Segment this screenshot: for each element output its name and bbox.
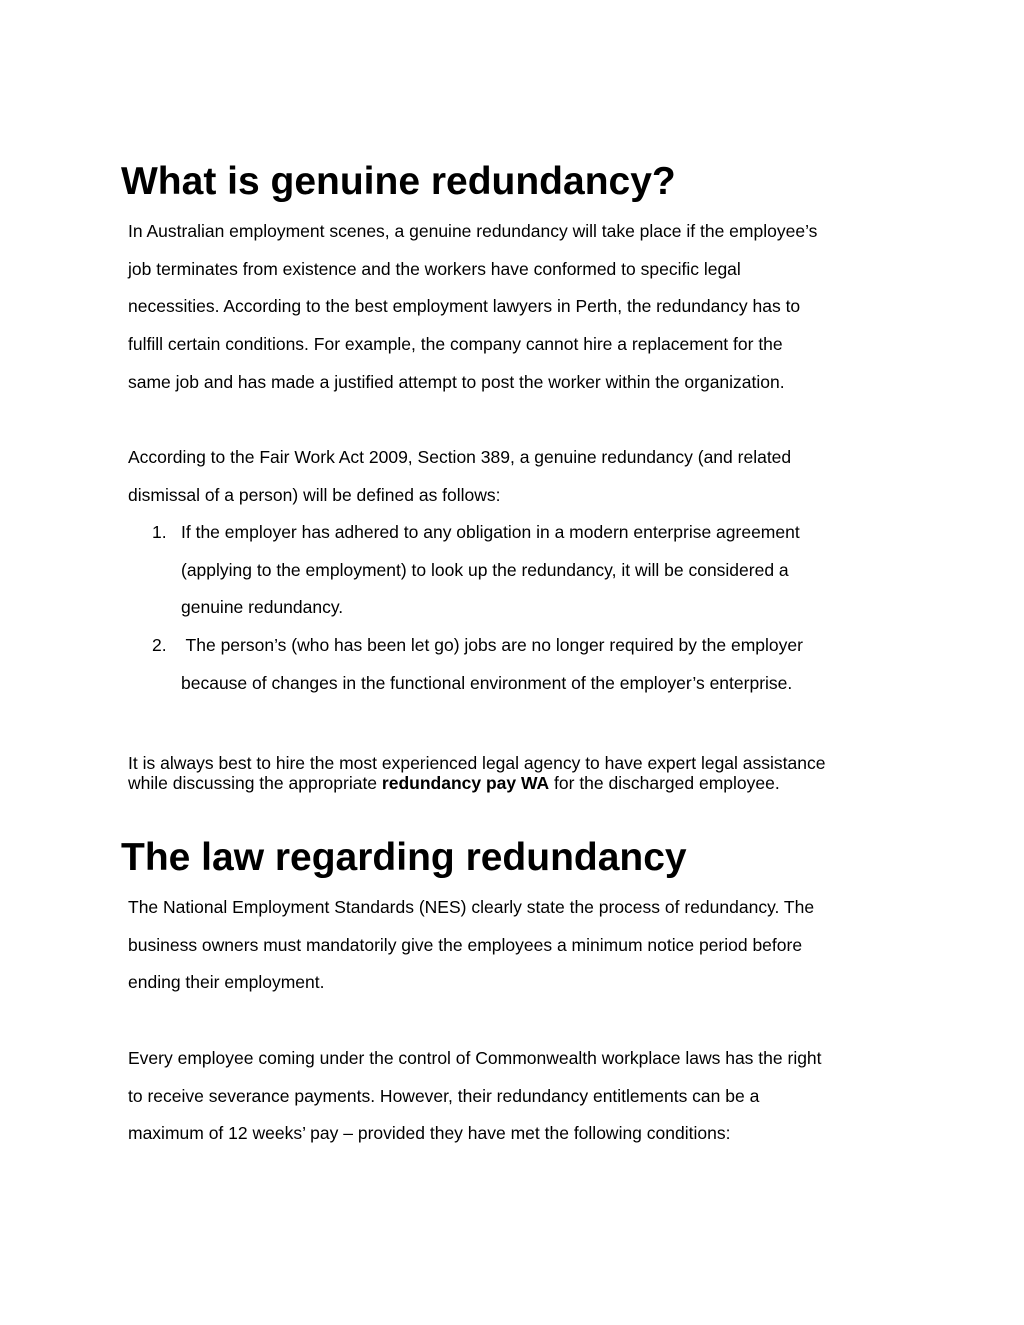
- list-item: [128, 514, 908, 627]
- section-heading-genuine-redundancy: What is genuine redundancy?: [121, 160, 676, 203]
- text-line: If the employer has adhered to any obligation in a modern enterprise agreement: [181, 522, 800, 542]
- text-line: It is always best to hire the most experienced legal agency to have expert legal assistance: [128, 753, 826, 773]
- text-line: Every employee coming under the control of Commonwealth workplace laws has the right: [128, 1048, 822, 1068]
- text-line: According to the Fair Work Act 2009, Section 389, a genuine redundancy (and related: [128, 447, 792, 467]
- bold-keyword: redundancy pay WA: [381, 773, 550, 793]
- list-number: 2.: [152, 635, 167, 656]
- text-line: The National Employment Standards (NES) clearly state the process of redundancy. The: [128, 897, 815, 917]
- paragraph-severance: [128, 1040, 908, 1153]
- text-line: fulfill certain conditions. For example, the company cannot hire a replacement for the: [128, 334, 783, 355]
- text-line: business owners must mandatorily give the employees a minimum notice period before: [128, 934, 803, 955]
- text-run: for the discharged employee.: [549, 773, 780, 793]
- text-line: The person’s (who has been let go) jobs are no longer required by the employer: [181, 635, 803, 656]
- text-line: [128, 773, 908, 793]
- text-line: job terminates from existence and the workers have conformed to specific legal: [128, 258, 741, 279]
- text-line: maximum of 12 weeks’ pay – provided they have met the following conditions:: [128, 1123, 731, 1144]
- text-line: In Australian employment scenes, a genuine redundancy will take place if the employee’s: [128, 221, 818, 241]
- text-line: necessities. According to the best employment lawyers in Perth, the redundancy has to: [128, 296, 801, 317]
- paragraph-genuine-redundancy-intro: [128, 213, 908, 402]
- paragraph-nes: [128, 889, 908, 1002]
- text-line: dismissal of a person) will be defined as follows:: [128, 484, 501, 505]
- text-line: because of changes in the functional environment of the employer’s enterprise.: [181, 672, 793, 693]
- text-run: while discussing the appropriate: [128, 773, 382, 793]
- section-heading-law-regarding-redundancy: The law regarding redundancy: [121, 836, 687, 879]
- text-line: (applying to the employment) to look up the redundancy, it will be considered a: [181, 559, 789, 580]
- text-line: same job and has made a justified attempt to post the worker within the organization.: [128, 371, 785, 392]
- text-line: ending their employment.: [128, 972, 325, 993]
- text-line: genuine redundancy.: [181, 597, 344, 618]
- genuine-redundancy-conditions-list: [128, 514, 908, 703]
- text-line: to receive severance payments. However, their redundancy entitlements can be a: [128, 1085, 760, 1106]
- list-item: [128, 627, 908, 702]
- list-number: 1.: [152, 522, 167, 542]
- paragraph-legal-agency: [128, 753, 908, 793]
- paragraph-fair-work-act: [128, 439, 908, 514]
